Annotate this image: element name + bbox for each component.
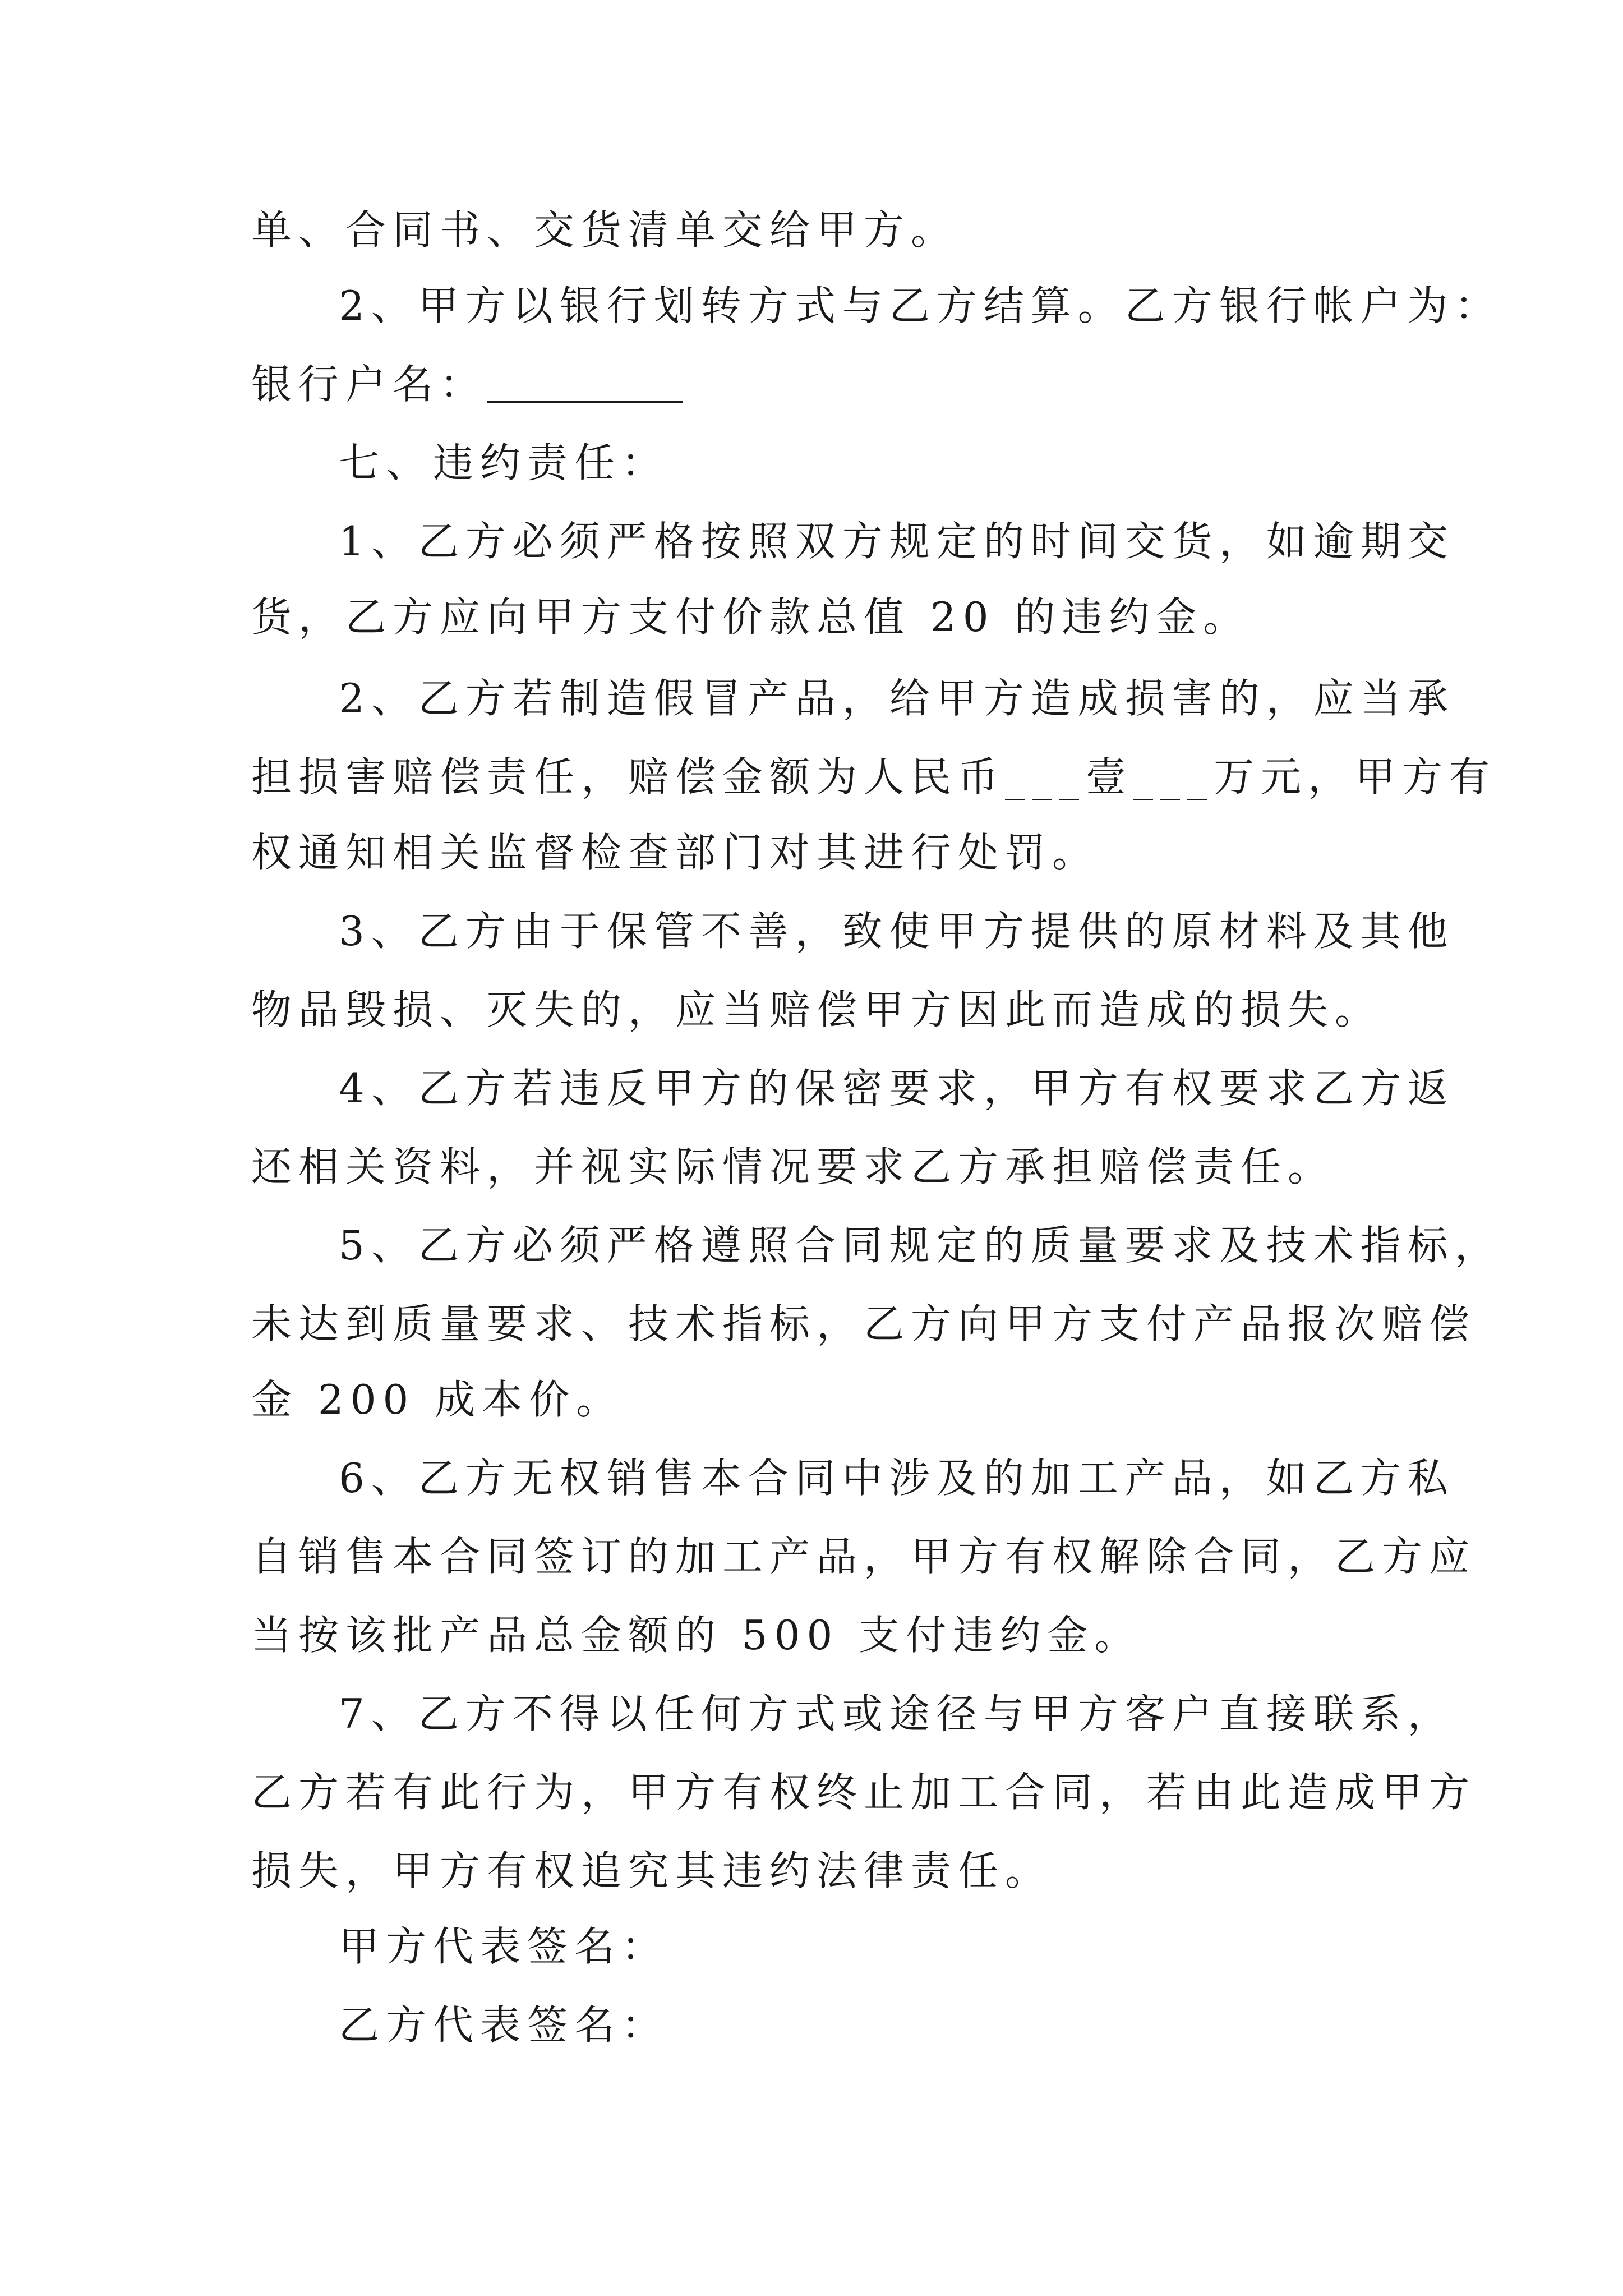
text-line: 3、乙方由于保管不善，致使甲方提供的原材料及其他 [339,908,1455,955]
text-line: 2、乙方若制造假冒产品，给甲方造成损害的，应当承 [339,675,1455,722]
text-line: 权通知相关监督检查部门对其进行处罚。 [251,829,1100,876]
text-line: 6、乙方无权销售本合同中涉及的加工产品，如乙方私 [339,1455,1455,1502]
bank-account-line [251,356,683,412]
text-line: 物品毁损、灭失的，应当赔偿甲方因此而造成的损失。 [251,986,1382,1033]
bank-account-label: 银行户名： [251,361,487,408]
text-line: 担损害赔偿责任，赔偿金额为人民币___壹___万元，甲方有 [251,753,1497,800]
text-line: 未达到质量要求、技术指标，乙方向甲方支付产品报次赔偿 [251,1300,1477,1347]
party-a-signature-label: 甲方代表签名： [339,1923,669,1970]
fill-in-blank [487,361,683,403]
party-b-signature-label: 乙方代表签名： [339,2001,669,2049]
text-line: 5、乙方必须严格遵照合同规定的质量要求及技术指标， [339,1222,1502,1269]
text-line: 自销售本合同签订的加工产品，甲方有权解除合同，乙方应 [251,1533,1477,1580]
text-line: 损失，甲方有权追究其违约法律责任。 [251,1847,1053,1894]
text-line: 乙方若有此行为，甲方有权终止加工合同，若由此造成甲方 [251,1769,1477,1816]
text-line: 1、乙方必须严格按照双方规定的时间交货，如逾期交 [339,518,1455,565]
text-line: 金 200 成本价。 [251,1376,624,1423]
text-line: 还相关资料，并视实际情况要求乙方承担赔偿责任。 [251,1143,1335,1190]
text-line: 7、乙方不得以任何方式或途径与甲方客户直接联系， [339,1690,1455,1737]
text-line: 4、乙方若违反甲方的保密要求，甲方有权要求乙方返 [339,1065,1455,1112]
section-heading: 七、违约责任： [339,439,669,486]
text-line: 单、合同书、交货清单交给甲方。 [251,206,958,254]
text-line: 货，乙方应向甲方支付价款总值 20 的违约金。 [251,593,1251,641]
text-line: 2、甲方以银行划转方式与乙方结算。乙方银行帐户为： [339,282,1502,329]
text-line: 当按该批产品总金额的 500 支付违约金。 [251,1612,1142,1659]
